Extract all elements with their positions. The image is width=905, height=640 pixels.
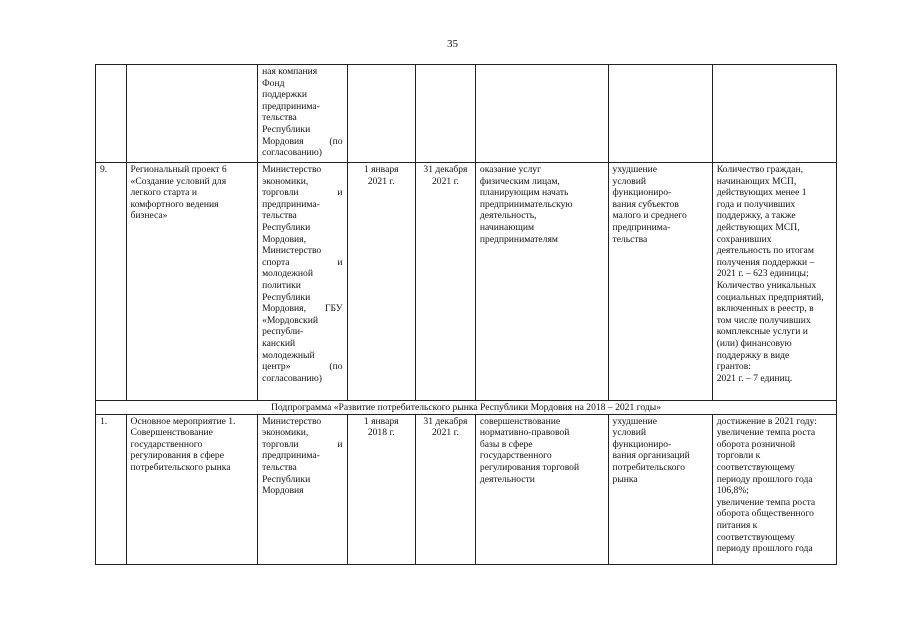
cell-line: сохранивших bbox=[716, 233, 772, 245]
cell-line: поддержку, а также bbox=[716, 210, 796, 222]
cell-line: грантов: bbox=[716, 361, 751, 373]
cell-line: деятельность по итогам bbox=[716, 245, 814, 257]
cell-line: действующих менее 1 bbox=[716, 187, 807, 199]
cell-line: начинающих МСП, bbox=[716, 175, 797, 187]
cell-line: спорта и bbox=[262, 256, 343, 268]
cell-line: предпринима- bbox=[612, 221, 671, 233]
cell-line: функциониро- bbox=[612, 187, 672, 199]
indicator-cell bbox=[712, 414, 836, 564]
cell-line: предпринима- bbox=[262, 100, 320, 112]
measure-name-cell bbox=[126, 65, 258, 163]
end-date-cell bbox=[415, 414, 475, 564]
cell-line: предпринима- bbox=[262, 198, 320, 210]
cell-line: Министерство bbox=[262, 245, 322, 257]
consequence-cell bbox=[608, 65, 712, 163]
expected-result-cell bbox=[475, 163, 608, 401]
cell-line: предпринимателям bbox=[479, 233, 558, 245]
cell-line: Республики bbox=[262, 123, 311, 135]
executor-cell bbox=[258, 65, 347, 163]
cell-line: тельства bbox=[262, 461, 297, 473]
cell-line: получения поддержки – bbox=[716, 256, 815, 268]
cell-line: Мордовия, bbox=[262, 233, 306, 245]
cell-line: тельства bbox=[262, 112, 297, 124]
cell-line: (или) финансовую bbox=[716, 337, 792, 349]
cell-line: центр» (по bbox=[262, 361, 343, 373]
cell-line: канский bbox=[262, 337, 296, 349]
row-number-cell: 1. bbox=[96, 414, 127, 564]
cell-line: комплексные услуги и bbox=[716, 326, 808, 338]
cell-line: нормативно-правовой bbox=[479, 427, 570, 439]
cell-line: соответствующему bbox=[716, 531, 795, 543]
cell-line: Мордовия (по bbox=[262, 135, 343, 147]
cell-line: оказание услуг bbox=[479, 164, 542, 175]
cell-line: малого и среднего bbox=[612, 210, 687, 222]
cell-line: торговли и bbox=[262, 438, 343, 450]
cell-line: государственного bbox=[130, 438, 203, 450]
cell-line: включенных в реестр, в bbox=[716, 303, 814, 315]
cell-line: периоду прошлого года bbox=[716, 543, 813, 555]
cell-line: бизнеса» bbox=[130, 210, 168, 222]
cell-line: деятельности bbox=[479, 473, 535, 485]
cell-line: физическим лицам, bbox=[479, 175, 560, 187]
expected-result-cell bbox=[475, 65, 608, 163]
cell-line: условий bbox=[612, 175, 646, 187]
cell-line: вания субъектов bbox=[612, 198, 679, 210]
cell-line: экономики, bbox=[262, 175, 309, 187]
start-date-cell bbox=[347, 414, 415, 564]
row-number-cell: 9. bbox=[96, 163, 127, 401]
cell-line: Республики bbox=[262, 221, 311, 233]
cell-line: Мордовия bbox=[262, 485, 304, 497]
measures-table bbox=[95, 64, 837, 565]
cell-line: Основное мероприятие 1. bbox=[130, 415, 236, 427]
cell-line: Региональный проект 6 bbox=[130, 164, 227, 175]
cell-line: действующих МСП, bbox=[716, 221, 800, 233]
cell-line: Мордовия, ГБУ bbox=[262, 303, 343, 315]
cell-line: молодежный bbox=[262, 349, 315, 361]
cell-line: 31 декабря bbox=[423, 164, 468, 175]
cell-line: 31 декабря bbox=[423, 415, 468, 427]
cell-line: поддержки bbox=[262, 89, 307, 101]
cell-line: согласованию) bbox=[262, 147, 322, 159]
cell-line: 2021 г. – 623 единицы; bbox=[716, 268, 809, 280]
table-row bbox=[96, 65, 837, 163]
cell-line: согласованию) bbox=[262, 372, 322, 384]
cell-line: торговли к bbox=[716, 450, 761, 462]
page-number: 35 bbox=[447, 38, 458, 50]
cell-line: экономики, bbox=[262, 427, 309, 439]
subprogram-row bbox=[96, 401, 837, 415]
cell-line: соответствующему bbox=[716, 461, 795, 473]
end-date-cell bbox=[415, 163, 475, 401]
measure-name-cell bbox=[126, 414, 258, 564]
table-row bbox=[96, 163, 837, 401]
consequence-cell bbox=[608, 414, 712, 564]
cell-line: планирующим начать bbox=[479, 187, 569, 199]
cell-line: торговли и bbox=[262, 187, 343, 199]
cell-line: Республики bbox=[262, 291, 311, 303]
cell-line: 106,8%; bbox=[716, 485, 749, 497]
cell-line: ная компания bbox=[262, 66, 318, 77]
cell-line: легкого старта и bbox=[130, 187, 197, 199]
cell-line: начинающим bbox=[479, 221, 535, 233]
cell-line: предпринима- bbox=[262, 450, 320, 462]
cell-line: периоду прошлого года bbox=[716, 473, 813, 485]
cell-line: 2021 г. bbox=[367, 175, 395, 187]
cell-line: базы в сфере bbox=[479, 438, 533, 450]
cell-line: Министерство bbox=[262, 164, 322, 175]
cell-line: политики bbox=[262, 279, 301, 291]
cell-line: года и получивших bbox=[716, 198, 796, 210]
cell-line: совершенствование bbox=[479, 415, 561, 427]
subprogram-heading: Подпрограмма «Развитие потребительского рынка Республики Мордовия на 2018 – 2021 годы» bbox=[96, 401, 837, 415]
start-date-cell bbox=[347, 163, 415, 401]
cell-line: 1 января bbox=[363, 415, 399, 427]
cell-line: деятельность, bbox=[479, 210, 537, 222]
cell-line: Совершенствование bbox=[130, 427, 213, 439]
table-row bbox=[96, 414, 837, 564]
cell-line: оборота розничной bbox=[716, 438, 796, 450]
cell-line: 2018 г. bbox=[367, 427, 395, 439]
expected-result-cell bbox=[475, 414, 608, 564]
cell-line: регулирования торговой bbox=[479, 461, 580, 473]
cell-line: комфортного ведения bbox=[130, 198, 219, 210]
cell-line: питания к bbox=[716, 519, 758, 531]
cell-line: функциониро- bbox=[612, 438, 672, 450]
cell-line: Количество граждан, bbox=[716, 164, 803, 175]
executor-cell bbox=[258, 414, 347, 564]
cell-line: поддержку в виде bbox=[716, 349, 790, 361]
end-date-cell bbox=[415, 65, 475, 163]
row-number-cell bbox=[96, 65, 127, 163]
cell-line: «Создание условий для bbox=[130, 175, 227, 187]
cell-line: оборота общественного bbox=[716, 508, 814, 520]
cell-line: государственного bbox=[479, 450, 552, 462]
cell-line: потребительского bbox=[612, 461, 686, 473]
cell-line: тельства bbox=[262, 210, 297, 222]
cell-line: предпринимательскую bbox=[479, 198, 573, 210]
cell-line: тельства bbox=[612, 233, 648, 245]
cell-line: «Мордовский bbox=[262, 314, 318, 326]
cell-line: 2021 г. bbox=[432, 175, 459, 187]
cell-line: Количество уникальных bbox=[716, 279, 817, 291]
cell-line: Министерство bbox=[262, 415, 322, 427]
consequence-cell bbox=[608, 163, 712, 401]
cell-line: увеличение темпа роста bbox=[716, 496, 816, 508]
cell-line: молодежной bbox=[262, 268, 313, 280]
cell-line: республи- bbox=[262, 326, 304, 338]
cell-line: ухудшение bbox=[612, 415, 658, 427]
cell-line: 2021 г. bbox=[432, 427, 459, 439]
cell-line: увеличение темпа роста bbox=[716, 427, 816, 439]
cell-line: ухудшение bbox=[612, 164, 658, 175]
cell-line: социальных предприятий, bbox=[716, 291, 824, 303]
executor-cell bbox=[258, 163, 347, 401]
start-date-cell bbox=[347, 65, 415, 163]
cell-line: 2021 г. – 7 единиц. bbox=[716, 372, 793, 384]
indicator-cell bbox=[712, 163, 836, 401]
cell-line: Республики bbox=[262, 473, 311, 485]
indicator-cell bbox=[712, 65, 836, 163]
cell-line: потребительского рынка bbox=[130, 461, 231, 473]
cell-line: регулирования в сфере bbox=[130, 450, 224, 462]
cell-line: вания организаций bbox=[612, 450, 690, 462]
cell-line: рынка bbox=[612, 473, 638, 485]
cell-line: 1 января bbox=[363, 164, 399, 175]
measure-name-cell bbox=[126, 163, 258, 401]
cell-line: Фонд bbox=[262, 77, 285, 89]
cell-line: условий bbox=[612, 427, 646, 439]
cell-line: достижение в 2021 году: bbox=[716, 415, 817, 427]
cell-line: том числе получивших bbox=[716, 314, 811, 326]
